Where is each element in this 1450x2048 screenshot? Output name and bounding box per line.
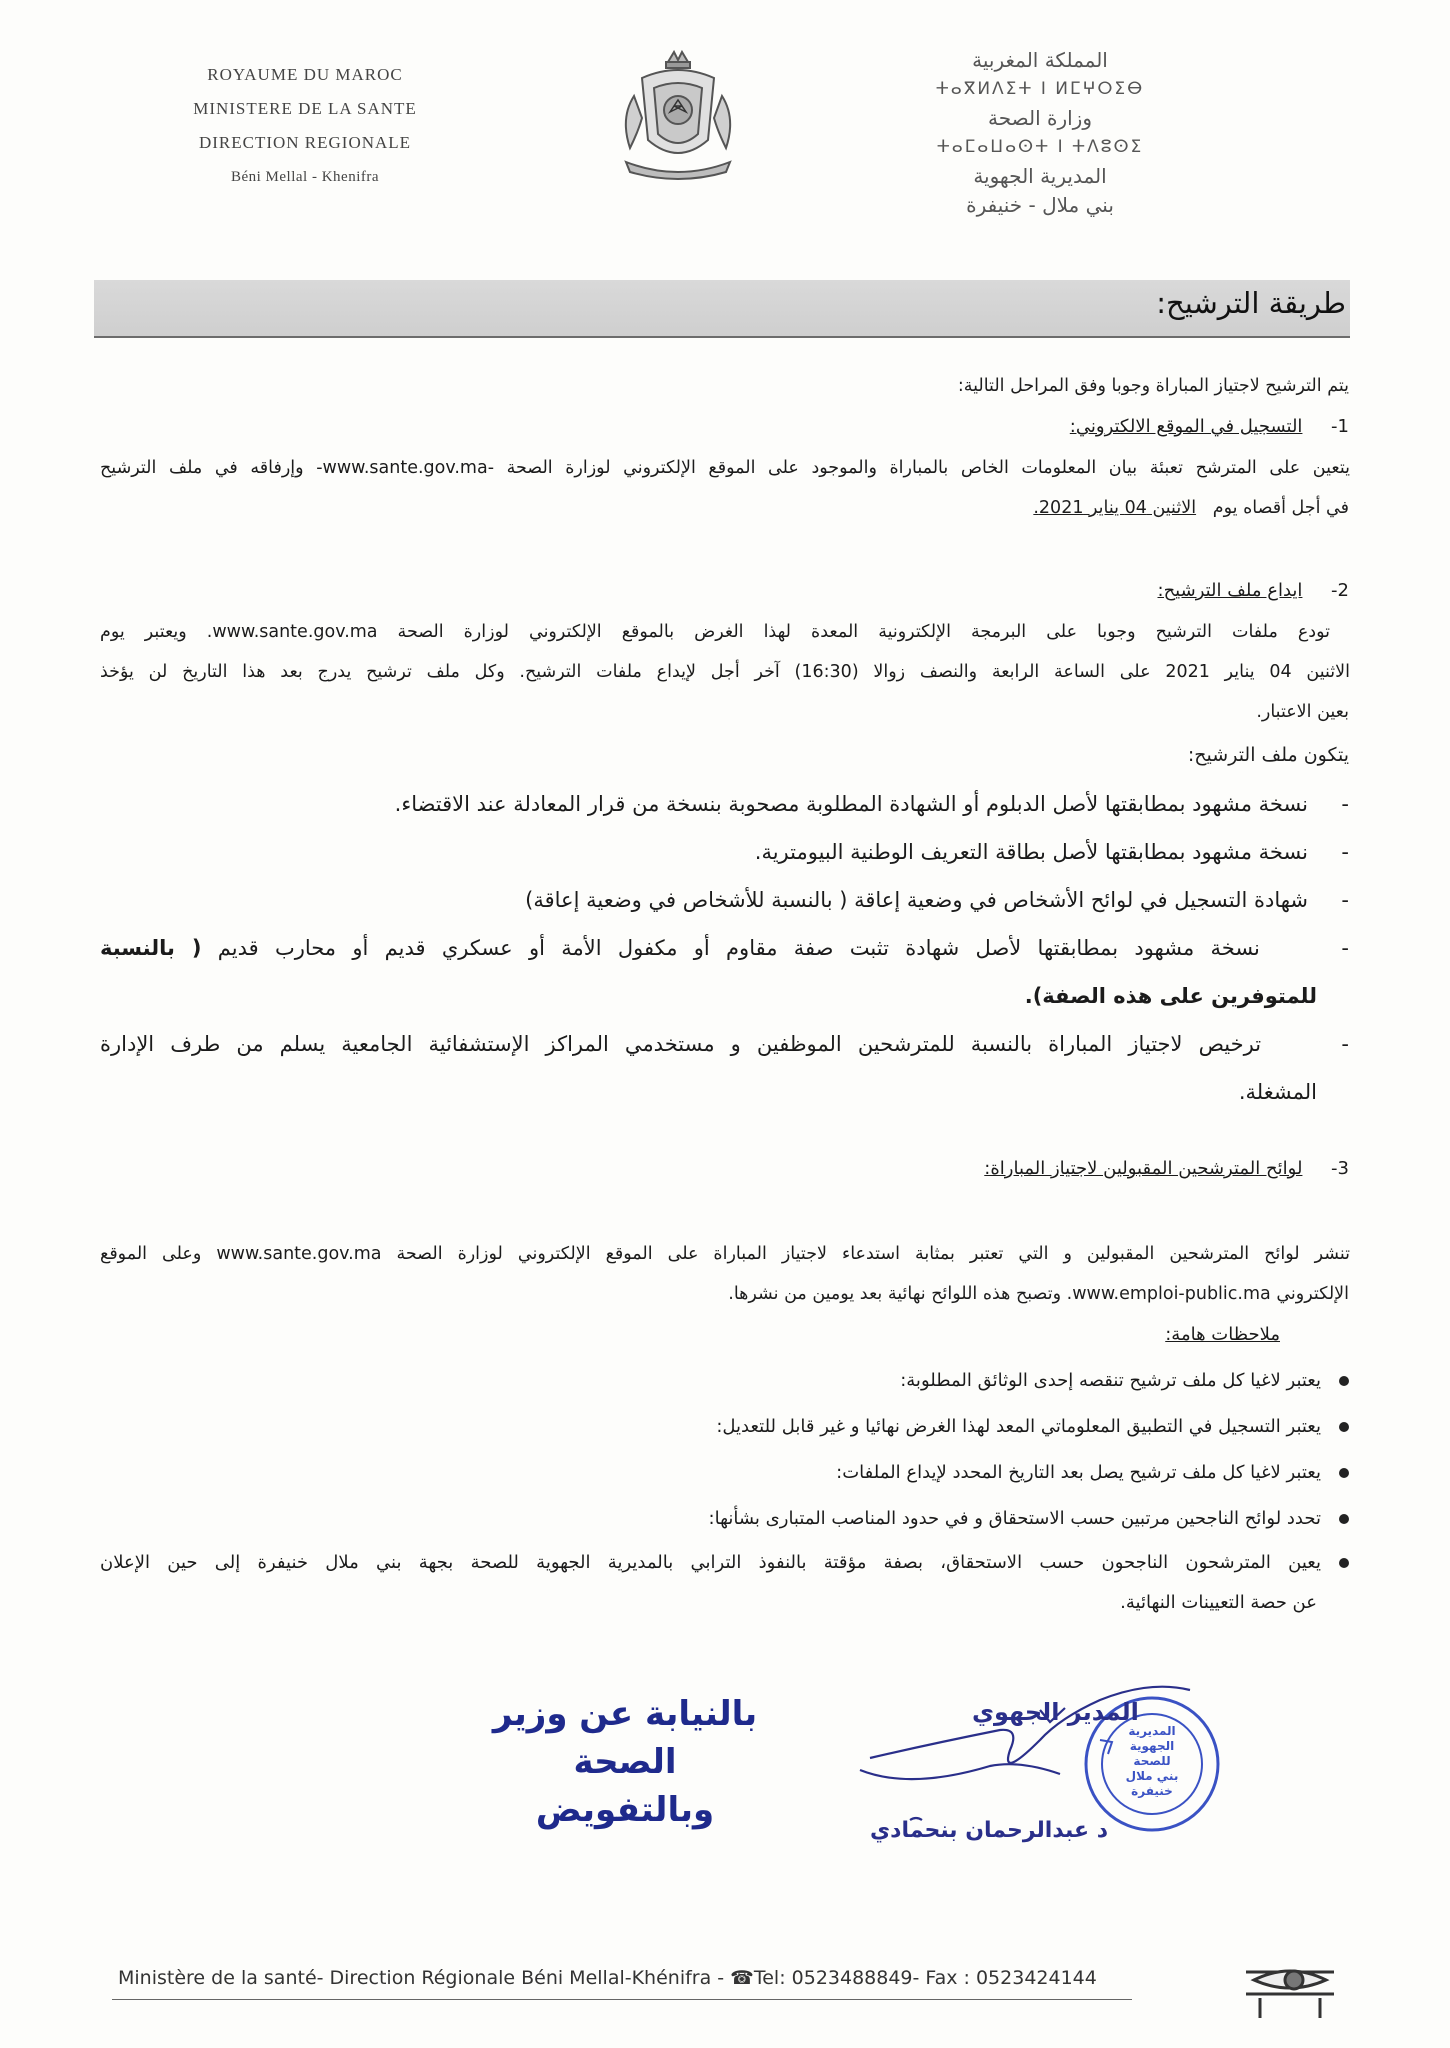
bullet-icon (1339, 1558, 1349, 1568)
section-number: 3- (1331, 1158, 1349, 1179)
dossier-item-text: نسخة مشهود بمطابقتها لأصل شهادة تثبت صفة مقاوم أو مكفول الأمة أو عسكري قديم أو محارب قديم (217, 936, 1260, 960)
dossier-item-emphasis: للمتوفرين على هذه الصفة). (1024, 984, 1317, 1008)
header-fr-line: DIRECTION REGIONALE (198, 133, 412, 152)
stamp-line: المديرية (1128, 1724, 1176, 1738)
note-item (100, 1552, 1349, 1573)
header-ar-line: ⵜⴰⴳⵍⴷⵉⵜ ⵏ ⵍⵎⵖⵔⵉⴱ (935, 79, 1145, 99)
section-number: 2- (1331, 580, 1349, 601)
note-text: يعين المترشحون الناجحون حسب الاستحقاق، بصفة مؤقتة بالنفوذ الترابي بالمديرية الجهوية للصحة بجهة بني ملال خنيفرة إلى حين الإعلان (100, 1552, 1321, 1573)
dossier-item-emphasis: ( بالنسبة (100, 936, 202, 960)
note-item (709, 1508, 1349, 1529)
header-ar-line: المملكة المغربية (972, 48, 1108, 72)
header-fr-line: MINISTERE DE LA SANTE (193, 99, 417, 118)
delegation-line: بالنيابة عن وزير الصحة (492, 1694, 758, 1782)
delegation-stamp (460, 1690, 790, 1834)
section-2-line: الاثنين 04 يناير 2021 على الساعة الرابعة والنصف زوالا (16:30) آخر أجل لإيداع ملفات الترشيح. وكل ملف ترشيح يدرج بعد هذا التاريخ لن يؤخذ (100, 662, 1351, 682)
notes-heading (1165, 1324, 1280, 1345)
dossier-heading: يتكون ملف الترشيح: (1187, 744, 1349, 766)
section-1-heading (1070, 416, 1349, 437)
deadline-label: في أجل أقصاه يوم (1212, 498, 1349, 518)
bullet-icon (1339, 1376, 1349, 1386)
stamp-line: الجهوية (1129, 1739, 1175, 1753)
header-french (150, 58, 460, 194)
section-1-line: يتعين على المترشح تعبئة بيان المعلومات الخاص بالمباراة والموجود على الموقع الإلكتروني لوزارة الصحة -www.sante.gov.ma- وإرفاقه في ملف الترشيح (100, 458, 1350, 478)
header-arabic (920, 46, 1160, 220)
note-text: يعتبر لاغيا كل ملف ترشيح تنقصه إحدى الوثائق المطلوبة: (900, 1370, 1321, 1391)
section-3-line: الإلكتروني www.emploi-public.ma. وتصبح هذه اللوائح نهائية بعد يومين من نشرها. (728, 1284, 1349, 1304)
section-1-deadline (1033, 498, 1349, 518)
stamp-line: للصحة (1133, 1754, 1171, 1768)
stamp-line: خنيفرة (1131, 1784, 1173, 1798)
dossier-item: - شهادة التسجيل في لوائح الأشخاص في وضعية إعاقة ( بالنسبة للأشخاص في وضعية إعاقة) (525, 888, 1349, 912)
stamp-text (1106, 1724, 1198, 1799)
dossier-item-text: نسخة مشهود بمطابقتها لأصل بطاقة التعريف الوطنية البيومترية. (754, 840, 1309, 864)
notes-heading-text: ملاحظات هامة: (1165, 1324, 1280, 1345)
header-fr-line: ROYAUME DU MAROC (207, 65, 403, 84)
section-3-line: تنشر لوائح المترشحين المقبولين و التي تعتبر بمثابة استدعاء لاجتياز المباراة على الموقع الإلكتروني لوزارة الصحة www.sante.gov.ma وعلى الموقع (100, 1244, 1350, 1264)
section-3-heading (984, 1158, 1349, 1179)
section-title: ايداع ملف الترشيح: (1157, 580, 1303, 601)
section-2-line: تودع ملفات الترشيح وجوبا على البرمجة الإلكترونية المعدة لهذا الغرض بالموقع الإلكتروني لوزارة الصحة www.sante.gov.ma. ويعتبر يوم (100, 622, 1330, 642)
section-title: التسجيل في الموقع الالكتروني: (1069, 416, 1303, 437)
director-title: المدير الجهوي (972, 1698, 1139, 1726)
header-fr-line: Béni Mellal - Khenifra (230, 169, 380, 185)
dossier-item: - ترخيص لاجتياز المباراة بالنسبة للمترشحين الموظفين و مستخدمي المراكز الإستشفائية الجامعية يسلم من طرف الإدارة (100, 1032, 1349, 1056)
bullet-icon (1339, 1468, 1349, 1478)
dossier-item-text: ترخيص لاجتياز المباراة بالنسبة للمترشحين الموظفين و مستخدمي المراكز الإستشفائية الجامعية يسلم من طرف الإدارة (100, 1032, 1262, 1056)
section-title: لوائح المترشحين المقبولين لاجتياز المباراة: (984, 1158, 1303, 1179)
footer-contact: Ministère de la santé- Direction Régionale Béni Mellal-Khénifra - ☎Tel: 0523488849- Fax : 0523424144 (118, 1967, 1097, 1989)
deadline-date: الاثنين 04 يناير 2021. (1033, 498, 1197, 518)
eye-logo-icon (1240, 1956, 1340, 2022)
footer-divider (112, 1999, 1132, 2000)
stamp-line: بني ملال (1125, 1769, 1179, 1783)
note-item (836, 1462, 1349, 1483)
delegation-line: وبالتفويض (535, 1790, 715, 1830)
note-item (900, 1370, 1349, 1391)
section-2-heading (1158, 580, 1350, 601)
note-text: يعتبر التسجيل في التطبيق المعلوماتي المعد لهذا الغرض نهائيا و غير قابل للتعديل: (716, 1416, 1321, 1437)
dossier-item: - نسخة مشهود بمطابقتها لأصل بطاقة التعريف الوطنية البيومترية. (754, 840, 1349, 864)
bullet-icon (1339, 1514, 1349, 1524)
note-text: تحدد لوائح الناجحين مرتبين حسب الاستحقاق و في حدود المناصب المتبارى بشأنها: (708, 1508, 1321, 1529)
dossier-item-text: شهادة التسجيل في لوائح الأشخاص في وضعية إعاقة ( بالنسبة للأشخاص في وضعية إعاقة) (525, 888, 1309, 912)
dossier-item: - نسخة مشهود بمطابقتها لأصل شهادة تثبت صفة مقاوم أو مكفول الأمة أو عسكري قديم أو محارب قديم ( بالنسبة (100, 936, 1349, 960)
dossier-item-text: المشغلة. (1238, 1080, 1317, 1104)
header-ar-line: بني ملال - خنيفرة (966, 193, 1114, 217)
note-item (716, 1416, 1349, 1437)
header-ar-line: وزارة الصحة (988, 106, 1092, 130)
dossier-item: - نسخة مشهود بمطابقتها لأصل الدبلوم أو الشهادة المطلوبة مصحوبة بنسخة من قرار المعادلة عند الاقتضاء. (394, 792, 1349, 816)
header-ar-line: ⵜⴰⵎⴰⵡⴰⵙⵜ ⵏ ⵜⴷⵓⵙⵉ (936, 137, 1144, 157)
bullet-icon (1339, 1422, 1349, 1432)
page-title: طريقة الترشيح: (1156, 286, 1346, 320)
director-name: د عبدالرحمان بنحمادي (870, 1818, 1109, 1843)
director-signature (850, 1670, 1260, 1870)
header-ar-line: المديرية الجهوية (973, 164, 1107, 188)
note-text: يعتبر لاغيا كل ملف ترشيح يصل بعد التاريخ المحدد لإيداع الملفات: (836, 1462, 1321, 1483)
moroccan-coat-of-arms-icon (612, 48, 744, 186)
note-text: عن حصة التعيينات النهائية. (1120, 1592, 1317, 1613)
intro-text: يتم الترشيح لاجتياز المباراة وجوبا وفق المراحل التالية: (957, 376, 1349, 396)
dossier-item-text: نسخة مشهود بمطابقتها لأصل الدبلوم أو الشهادة المطلوبة مصحوبة بنسخة من قرار المعادلة عند الاقتضاء. (394, 792, 1309, 816)
section-number: 1- (1331, 416, 1349, 437)
section-2-line: بعين الاعتبار. (1256, 702, 1349, 722)
